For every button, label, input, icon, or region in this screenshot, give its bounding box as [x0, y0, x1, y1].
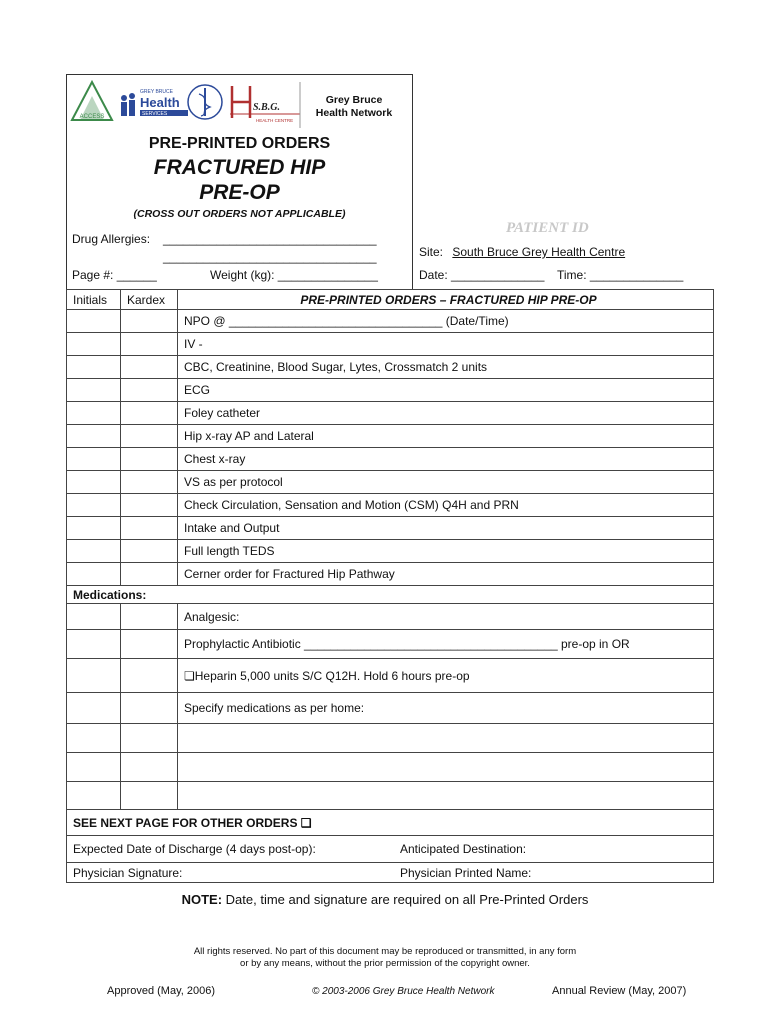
kardex-cell[interactable] [121, 471, 178, 494]
cross-out-instruction: (CROSS OUT ORDERS NOT APPLICABLE) [133, 208, 346, 220]
table-row [67, 471, 714, 494]
table-row [67, 356, 714, 379]
kardex-cell[interactable] [121, 604, 178, 630]
kardex-cell[interactable] [121, 753, 178, 782]
order-text: Chest x-ray [178, 448, 714, 471]
form-title: PRE-PRINTED ORDERS [148, 135, 331, 152]
initials-cell[interactable] [67, 333, 121, 356]
order-text: CBC, Creatinine, Blood Sugar, Lytes, Crossmatch 2 units [178, 356, 714, 379]
order-text: VS as per protocol [178, 471, 714, 494]
approved-date: Approved (May, 2006) [107, 985, 216, 997]
order-text: NPO @ ________________________________ (Date/Time) [178, 310, 714, 333]
see-next-page-checkbox[interactable]: SEE NEXT PAGE FOR OTHER ORDERS ❏ [67, 810, 714, 836]
table-row [67, 782, 714, 810]
order-text: Cerner order for Fractured Hip Pathway [178, 563, 714, 586]
kardex-cell[interactable] [121, 724, 178, 753]
initials-cell[interactable] [67, 379, 121, 402]
svg-text:HEALTH CENTRE: HEALTH CENTRE [256, 118, 294, 123]
signature-cell [67, 863, 714, 883]
initials-cell[interactable] [67, 604, 121, 630]
health-services-logo [121, 89, 188, 117]
drug-allergies-line2[interactable]: ________________________________ [163, 250, 377, 264]
svg-text:S.B.G.: S.B.G. [253, 102, 280, 113]
initials-cell[interactable] [67, 425, 121, 448]
discharge-cell [67, 836, 714, 863]
medications-row [67, 586, 714, 604]
form-subtitle-line2: PRE-OP [199, 181, 280, 204]
table-row [67, 563, 714, 586]
medication-blank[interactable] [178, 782, 714, 810]
kardex-cell[interactable] [121, 333, 178, 356]
table-row [67, 402, 714, 425]
kardex-cell[interactable] [121, 425, 178, 448]
order-text: Foley catheter [178, 402, 714, 425]
svg-text:ACCESS: ACCESS [79, 114, 105, 120]
table-row [67, 379, 714, 402]
kardex-cell[interactable] [121, 659, 178, 693]
network-name-line2: Health Network [315, 107, 393, 119]
logo-strip [70, 78, 302, 132]
destination-label: Anticipated Destination: [400, 842, 527, 856]
initials-cell[interactable] [67, 448, 121, 471]
table-row [67, 425, 714, 448]
orders-table [66, 289, 714, 883]
table-row [67, 494, 714, 517]
table-row [67, 333, 714, 356]
table-row [67, 540, 714, 563]
initials-cell[interactable] [67, 517, 121, 540]
medication-text: Analgesic: [178, 604, 714, 630]
drug-allergies-label: Drug Allergies: [72, 232, 151, 246]
kardex-cell[interactable] [121, 356, 178, 379]
form-subtitle-line1: FRACTURED HIP [153, 156, 326, 179]
form-subtitle [66, 155, 413, 205]
kardex-cell[interactable] [121, 693, 178, 724]
svg-text:GREY BRUCE: GREY BRUCE [140, 89, 173, 95]
kardex-cell[interactable] [121, 630, 178, 659]
network-name-line1: Grey Bruce [325, 94, 383, 106]
physician-printed-name-label: Physician Printed Name: [400, 866, 532, 880]
community-access-logo [72, 82, 112, 120]
discharge-date-label: Expected Date of Discharge (4 days post-op): [73, 842, 316, 856]
svg-text:SERVICES: SERVICES [142, 111, 168, 117]
site-value: South Bruce Grey Health Centre [452, 245, 626, 259]
col-initials: Initials [67, 290, 121, 310]
initials-cell[interactable] [67, 753, 121, 782]
rights-line2: or by any means, without the prior permission of the copyright owner. [240, 958, 530, 969]
table-row [67, 659, 714, 693]
kardex-cell[interactable] [121, 310, 178, 333]
col-kardex: Kardex [121, 290, 178, 310]
kardex-cell[interactable] [121, 379, 178, 402]
caduceus-seal-logo [188, 85, 222, 119]
initials-cell[interactable] [67, 540, 121, 563]
site-row [419, 245, 625, 259]
initials-cell[interactable] [67, 724, 121, 753]
heparin-checkbox-order[interactable]: ❏Heparin 5,000 units S/C Q12H. Hold 6 hours pre-op [178, 659, 714, 693]
sbg-health-centre-logo [230, 82, 300, 128]
table-header-row [67, 290, 714, 310]
initials-cell[interactable] [67, 471, 121, 494]
table-row [67, 604, 714, 630]
kardex-cell[interactable] [121, 782, 178, 810]
kardex-cell[interactable] [121, 563, 178, 586]
physician-signature-label: Physician Signature: [73, 866, 183, 880]
site-label: Site: [419, 245, 444, 259]
kardex-cell[interactable] [121, 517, 178, 540]
kardex-cell[interactable] [121, 494, 178, 517]
initials-cell[interactable] [67, 402, 121, 425]
table-row [67, 724, 714, 753]
patient-id-label: PATIENT ID [506, 220, 589, 236]
order-text: Intake and Output [178, 517, 714, 540]
table-row [67, 517, 714, 540]
initials-cell[interactable] [67, 563, 121, 586]
kardex-cell[interactable] [121, 540, 178, 563]
medication-text: Specify medications as per home: [178, 693, 714, 724]
rights-notice [0, 946, 770, 970]
table-row [67, 630, 714, 659]
kardex-cell[interactable] [121, 448, 178, 471]
drug-allergies-line1[interactable]: ________________________________ [163, 232, 377, 246]
kardex-cell[interactable] [121, 402, 178, 425]
see-next-row [67, 810, 714, 836]
table-row [67, 693, 714, 724]
order-text: Full length TEDS [178, 540, 714, 563]
note-label: NOTE: [181, 892, 223, 907]
orders-heading: PRE-PRINTED ORDERS – FRACTURED HIP PRE-OP [178, 290, 714, 310]
time-field[interactable]: Time: ______________ [557, 268, 684, 282]
order-text: Hip x-ray AP and Lateral [178, 425, 714, 448]
medication-blank[interactable] [178, 724, 714, 753]
medication-blank[interactable] [178, 753, 714, 782]
annual-review-date: Annual Review (May, 2007) [552, 985, 687, 997]
note-text: Date, time and signature are required on all Pre-Printed Orders [222, 892, 589, 907]
svg-text:Health: Health [140, 95, 180, 110]
initials-cell[interactable] [67, 630, 121, 659]
medications-label: Medications: [67, 586, 714, 604]
table-row [67, 448, 714, 471]
initials-cell[interactable] [67, 356, 121, 379]
initials-cell[interactable] [67, 659, 121, 693]
order-text: ECG [178, 379, 714, 402]
discharge-row [67, 836, 714, 863]
initials-cell[interactable] [67, 310, 121, 333]
page-number-field[interactable]: Page #: ______ [72, 268, 157, 282]
initials-cell[interactable] [67, 693, 121, 724]
initials-cell[interactable] [67, 782, 121, 810]
order-text: IV - [178, 333, 714, 356]
initials-cell[interactable] [67, 494, 121, 517]
network-name [300, 94, 408, 120]
date-field[interactable]: Date: ______________ [419, 268, 545, 282]
signature-note [0, 892, 770, 907]
copyright-notice: © 2003-2006 Grey Bruce Health Network [312, 986, 495, 997]
order-text: Check Circulation, Sensation and Motion (CSM) Q4H and PRN [178, 494, 714, 517]
medication-text: Prophylactic Antibiotic ______________________________________ pre-op in OR [178, 630, 714, 659]
signature-row [67, 863, 714, 883]
weight-field[interactable]: Weight (kg): _______________ [210, 268, 378, 282]
table-row [67, 753, 714, 782]
table-row [67, 310, 714, 333]
rights-line1: All rights reserved. No part of this document may be reproduced or transmitted, in any form [193, 946, 577, 957]
